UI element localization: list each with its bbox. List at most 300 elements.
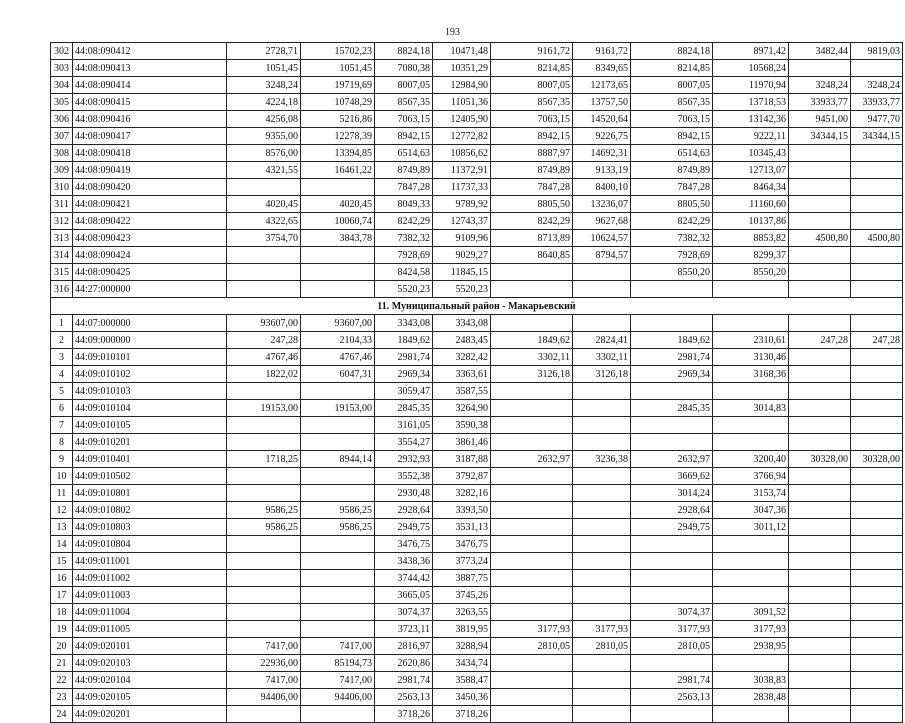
cadastral-code: 44:09:020103 bbox=[73, 655, 227, 672]
cadastral-code: 44:08:090423 bbox=[73, 230, 227, 247]
value-cell: 8713,89 bbox=[491, 230, 573, 247]
value-cell: 3552,38 bbox=[375, 468, 433, 485]
cadastral-code: 44:07:000000 bbox=[73, 315, 227, 332]
value-cell: 8424,58 bbox=[375, 264, 433, 281]
value-cell: 3248,24 bbox=[851, 77, 903, 94]
value-cell: 8749,89 bbox=[375, 162, 433, 179]
value-cell: 13718,53 bbox=[713, 94, 789, 111]
value-cell bbox=[631, 417, 713, 434]
cadastral-code: 44:08:090413 bbox=[73, 60, 227, 77]
table-row bbox=[51, 196, 903, 213]
value-cell bbox=[227, 468, 301, 485]
row-number: 3 bbox=[51, 349, 73, 366]
value-cell: 8576,00 bbox=[227, 145, 301, 162]
value-cell bbox=[789, 315, 851, 332]
value-cell bbox=[789, 502, 851, 519]
row-number: 24 bbox=[51, 706, 73, 723]
value-cell bbox=[301, 621, 375, 638]
value-cell: 30328,00 bbox=[851, 451, 903, 468]
value-cell: 12772,82 bbox=[433, 128, 491, 145]
value-cell: 4020,45 bbox=[227, 196, 301, 213]
value-cell bbox=[713, 383, 789, 400]
value-cell: 8749,89 bbox=[491, 162, 573, 179]
value-cell bbox=[227, 485, 301, 502]
value-cell bbox=[789, 247, 851, 264]
value-cell bbox=[573, 383, 631, 400]
value-cell bbox=[851, 60, 903, 77]
value-cell: 247,28 bbox=[789, 332, 851, 349]
value-cell: 3177,93 bbox=[573, 621, 631, 638]
value-cell: 3014,24 bbox=[631, 485, 713, 502]
value-cell bbox=[789, 570, 851, 587]
value-cell: 4767,46 bbox=[227, 349, 301, 366]
value-cell: 8214,85 bbox=[631, 60, 713, 77]
value-cell bbox=[789, 349, 851, 366]
cadastral-code: 44:08:090418 bbox=[73, 145, 227, 162]
value-cell: 10856,62 bbox=[433, 145, 491, 162]
value-cell bbox=[789, 281, 851, 298]
value-cell: 2928,64 bbox=[631, 502, 713, 519]
value-cell bbox=[301, 417, 375, 434]
value-cell bbox=[713, 553, 789, 570]
value-cell: 7063,15 bbox=[491, 111, 573, 128]
row-number: 22 bbox=[51, 672, 73, 689]
value-cell: 9586,25 bbox=[301, 502, 375, 519]
table-row bbox=[51, 77, 903, 94]
value-cell: 22936,00 bbox=[227, 655, 301, 672]
value-cell bbox=[573, 400, 631, 417]
value-cell: 1849,62 bbox=[491, 332, 573, 349]
value-cell bbox=[631, 706, 713, 723]
value-cell: 7417,00 bbox=[227, 672, 301, 689]
value-cell: 30328,00 bbox=[789, 451, 851, 468]
value-cell bbox=[631, 655, 713, 672]
value-cell bbox=[301, 706, 375, 723]
value-cell: 3773,24 bbox=[433, 553, 491, 570]
value-cell: 2938,95 bbox=[713, 638, 789, 655]
value-cell bbox=[789, 638, 851, 655]
table-row bbox=[51, 655, 903, 672]
value-cell bbox=[851, 383, 903, 400]
value-cell bbox=[713, 417, 789, 434]
value-cell bbox=[851, 485, 903, 502]
value-cell bbox=[301, 485, 375, 502]
value-cell bbox=[713, 315, 789, 332]
value-cell: 3476,75 bbox=[375, 536, 433, 553]
table-row bbox=[51, 519, 903, 536]
value-cell: 3531,13 bbox=[433, 519, 491, 536]
value-cell: 10351,29 bbox=[433, 60, 491, 77]
value-cell bbox=[851, 604, 903, 621]
value-cell: 2816,97 bbox=[375, 638, 433, 655]
value-cell bbox=[789, 706, 851, 723]
value-cell bbox=[851, 417, 903, 434]
value-cell: 7382,32 bbox=[375, 230, 433, 247]
cadastral-code: 44:08:090415 bbox=[73, 94, 227, 111]
value-cell bbox=[789, 536, 851, 553]
table-row bbox=[51, 366, 903, 383]
cadastral-code: 44:09:010201 bbox=[73, 434, 227, 451]
value-cell: 8567,35 bbox=[631, 94, 713, 111]
table-row bbox=[51, 672, 903, 689]
cadastral-code: 44:09:010502 bbox=[73, 468, 227, 485]
value-cell bbox=[631, 383, 713, 400]
value-cell bbox=[631, 315, 713, 332]
cadastral-code: 44:09:020105 bbox=[73, 689, 227, 706]
value-cell: 1718,25 bbox=[227, 451, 301, 468]
row-number: 14 bbox=[51, 536, 73, 553]
value-cell: 8567,35 bbox=[375, 94, 433, 111]
value-cell: 8242,29 bbox=[631, 213, 713, 230]
value-cell: 10568,24 bbox=[713, 60, 789, 77]
value-cell bbox=[491, 281, 573, 298]
table-row bbox=[51, 128, 903, 145]
value-cell bbox=[227, 417, 301, 434]
row-number: 314 bbox=[51, 247, 73, 264]
value-cell bbox=[491, 706, 573, 723]
row-number: 1 bbox=[51, 315, 73, 332]
value-cell: 8007,05 bbox=[375, 77, 433, 94]
value-cell bbox=[491, 400, 573, 417]
cadastral-code: 44:08:090425 bbox=[73, 264, 227, 281]
value-cell: 11845,15 bbox=[433, 264, 491, 281]
table-row bbox=[51, 587, 903, 604]
value-cell: 2949,75 bbox=[375, 519, 433, 536]
value-cell: 3248,24 bbox=[227, 77, 301, 94]
value-cell: 8567,35 bbox=[491, 94, 573, 111]
value-cell bbox=[789, 553, 851, 570]
row-number: 316 bbox=[51, 281, 73, 298]
value-cell: 3161,05 bbox=[375, 417, 433, 434]
value-cell: 1822,02 bbox=[227, 366, 301, 383]
value-cell: 94406,00 bbox=[301, 689, 375, 706]
value-cell bbox=[573, 655, 631, 672]
table-row bbox=[51, 400, 903, 417]
value-cell bbox=[789, 485, 851, 502]
value-cell bbox=[789, 655, 851, 672]
value-cell bbox=[491, 570, 573, 587]
value-cell: 13394,85 bbox=[301, 145, 375, 162]
table-row bbox=[51, 451, 903, 468]
value-cell bbox=[713, 536, 789, 553]
value-cell bbox=[789, 621, 851, 638]
value-cell bbox=[573, 553, 631, 570]
value-cell: 3302,11 bbox=[573, 349, 631, 366]
value-cell: 12405,90 bbox=[433, 111, 491, 128]
table-row bbox=[51, 60, 903, 77]
row-number: 21 bbox=[51, 655, 73, 672]
value-cell bbox=[631, 587, 713, 604]
value-cell bbox=[631, 570, 713, 587]
value-cell bbox=[851, 349, 903, 366]
value-cell: 8299,37 bbox=[713, 247, 789, 264]
value-cell: 8242,29 bbox=[491, 213, 573, 230]
table-row bbox=[51, 247, 903, 264]
value-cell bbox=[491, 264, 573, 281]
value-cell: 7847,28 bbox=[491, 179, 573, 196]
value-cell: 9355,00 bbox=[227, 128, 301, 145]
value-cell: 93607,00 bbox=[301, 315, 375, 332]
value-cell: 34344,15 bbox=[851, 128, 903, 145]
value-cell bbox=[713, 587, 789, 604]
value-cell: 6047,31 bbox=[301, 366, 375, 383]
value-cell: 8400,10 bbox=[573, 179, 631, 196]
table-row bbox=[51, 570, 903, 587]
value-cell bbox=[301, 570, 375, 587]
value-cell: 2810,05 bbox=[631, 638, 713, 655]
value-cell bbox=[491, 689, 573, 706]
value-cell: 9586,25 bbox=[227, 502, 301, 519]
value-cell: 8550,20 bbox=[631, 264, 713, 281]
value-cell: 1051,45 bbox=[227, 60, 301, 77]
value-cell: 3343,08 bbox=[433, 315, 491, 332]
cadastral-code: 44:09:010802 bbox=[73, 502, 227, 519]
table-row bbox=[51, 536, 903, 553]
value-cell: 9789,92 bbox=[433, 196, 491, 213]
value-cell: 12173,65 bbox=[573, 77, 631, 94]
value-cell: 9586,25 bbox=[227, 519, 301, 536]
value-cell: 3248,24 bbox=[789, 77, 851, 94]
row-number: 17 bbox=[51, 587, 73, 604]
value-cell: 3288,94 bbox=[433, 638, 491, 655]
value-cell bbox=[491, 383, 573, 400]
table-row bbox=[51, 43, 903, 60]
value-cell: 3091,52 bbox=[713, 604, 789, 621]
value-cell: 33933,77 bbox=[789, 94, 851, 111]
table-row bbox=[51, 145, 903, 162]
value-cell: 8944,14 bbox=[301, 451, 375, 468]
value-cell: 2981,74 bbox=[631, 672, 713, 689]
value-cell: 5216,86 bbox=[301, 111, 375, 128]
value-cell: 9226,75 bbox=[573, 128, 631, 145]
value-cell: 2928,64 bbox=[375, 502, 433, 519]
cadastral-code: 44:09:010104 bbox=[73, 400, 227, 417]
row-number: 11 bbox=[51, 485, 73, 502]
value-cell: 3843,78 bbox=[301, 230, 375, 247]
cadastral-code: 44:09:010101 bbox=[73, 349, 227, 366]
cadastral-code: 44:09:011004 bbox=[73, 604, 227, 621]
value-cell: 8550,20 bbox=[713, 264, 789, 281]
cadastral-code: 44:09:020201 bbox=[73, 706, 227, 723]
value-cell bbox=[851, 536, 903, 553]
value-cell bbox=[851, 519, 903, 536]
cadastral-code: 44:08:090416 bbox=[73, 111, 227, 128]
table-row bbox=[51, 162, 903, 179]
value-cell bbox=[301, 553, 375, 570]
table-row bbox=[51, 417, 903, 434]
cadastral-code: 44:09:010804 bbox=[73, 536, 227, 553]
value-cell bbox=[713, 570, 789, 587]
cadastral-code: 44:09:010401 bbox=[73, 451, 227, 468]
value-cell: 10748,29 bbox=[301, 94, 375, 111]
value-cell bbox=[851, 162, 903, 179]
value-cell bbox=[789, 179, 851, 196]
value-cell bbox=[851, 706, 903, 723]
value-cell: 3718,26 bbox=[375, 706, 433, 723]
value-cell: 8824,18 bbox=[631, 43, 713, 60]
value-cell: 3038,83 bbox=[713, 672, 789, 689]
value-cell: 2563,13 bbox=[375, 689, 433, 706]
value-cell: 8007,05 bbox=[491, 77, 573, 94]
value-cell bbox=[789, 145, 851, 162]
value-cell: 1849,62 bbox=[631, 332, 713, 349]
value-cell: 3200,40 bbox=[713, 451, 789, 468]
value-cell bbox=[227, 179, 301, 196]
value-cell bbox=[851, 672, 903, 689]
cadastral-code: 44:09:020104 bbox=[73, 672, 227, 689]
value-cell: 11970,94 bbox=[713, 77, 789, 94]
value-cell bbox=[573, 485, 631, 502]
table-row bbox=[51, 94, 903, 111]
value-cell: 11160,60 bbox=[713, 196, 789, 213]
value-cell: 9161,72 bbox=[491, 43, 573, 60]
value-cell: 3059,47 bbox=[375, 383, 433, 400]
value-cell bbox=[301, 179, 375, 196]
value-cell bbox=[301, 383, 375, 400]
value-cell bbox=[713, 281, 789, 298]
value-cell: 93607,00 bbox=[227, 315, 301, 332]
value-cell: 4767,46 bbox=[301, 349, 375, 366]
page-number: 193 bbox=[445, 27, 460, 38]
value-cell: 14520,64 bbox=[573, 111, 631, 128]
value-cell bbox=[851, 434, 903, 451]
value-cell: 3343,08 bbox=[375, 315, 433, 332]
value-cell bbox=[573, 417, 631, 434]
row-number: 13 bbox=[51, 519, 73, 536]
cadastral-code: 44:09:010801 bbox=[73, 485, 227, 502]
cadastral-code: 44:08:090412 bbox=[73, 43, 227, 60]
table-row bbox=[51, 349, 903, 366]
cadastral-code: 44:09:000000 bbox=[73, 332, 227, 349]
row-number: 303 bbox=[51, 60, 73, 77]
value-cell: 8887,97 bbox=[491, 145, 573, 162]
table-row bbox=[51, 264, 903, 281]
value-cell bbox=[573, 315, 631, 332]
value-cell bbox=[851, 315, 903, 332]
value-cell: 2981,74 bbox=[631, 349, 713, 366]
value-cell: 4500,80 bbox=[789, 230, 851, 247]
value-cell: 3074,37 bbox=[631, 604, 713, 621]
table-row bbox=[51, 434, 903, 451]
value-cell: 2810,05 bbox=[573, 638, 631, 655]
row-number: 20 bbox=[51, 638, 73, 655]
table-row bbox=[51, 230, 903, 247]
value-cell bbox=[491, 553, 573, 570]
value-cell: 2981,74 bbox=[375, 349, 433, 366]
table-row bbox=[51, 213, 903, 230]
value-cell: 3590,38 bbox=[433, 417, 491, 434]
value-cell bbox=[851, 179, 903, 196]
value-cell bbox=[631, 553, 713, 570]
value-cell: 3282,42 bbox=[433, 349, 491, 366]
value-cell: 2845,35 bbox=[375, 400, 433, 417]
cadastral-code: 44:08:090421 bbox=[73, 196, 227, 213]
value-cell: 4500,80 bbox=[851, 230, 903, 247]
value-cell: 3393,50 bbox=[433, 502, 491, 519]
cadastral-value-table bbox=[50, 42, 903, 723]
value-cell: 8853,82 bbox=[713, 230, 789, 247]
value-cell: 15702,23 bbox=[301, 43, 375, 60]
value-cell: 11737,33 bbox=[433, 179, 491, 196]
table-row bbox=[51, 553, 903, 570]
value-cell: 8942,15 bbox=[631, 128, 713, 145]
value-cell: 3014,83 bbox=[713, 400, 789, 417]
value-cell: 3669,62 bbox=[631, 468, 713, 485]
value-cell: 9222,11 bbox=[713, 128, 789, 145]
row-number: 16 bbox=[51, 570, 73, 587]
value-cell bbox=[631, 281, 713, 298]
cadastral-code: 44:09:010803 bbox=[73, 519, 227, 536]
value-cell: 2632,97 bbox=[491, 451, 573, 468]
value-cell: 6514,63 bbox=[375, 145, 433, 162]
table-row bbox=[51, 111, 903, 128]
value-cell bbox=[227, 570, 301, 587]
value-cell bbox=[227, 247, 301, 264]
table-row bbox=[51, 179, 903, 196]
value-cell: 247,28 bbox=[851, 332, 903, 349]
value-cell bbox=[789, 400, 851, 417]
value-cell: 3819,95 bbox=[433, 621, 491, 638]
value-cell: 7928,69 bbox=[375, 247, 433, 264]
value-cell: 3434,74 bbox=[433, 655, 491, 672]
value-cell: 3861,46 bbox=[433, 434, 491, 451]
value-cell bbox=[573, 519, 631, 536]
value-cell bbox=[227, 553, 301, 570]
value-cell: 3153,74 bbox=[713, 485, 789, 502]
value-cell: 3745,26 bbox=[433, 587, 491, 604]
value-cell bbox=[789, 689, 851, 706]
table-body-after bbox=[51, 315, 903, 723]
value-cell bbox=[789, 417, 851, 434]
value-cell bbox=[789, 468, 851, 485]
value-cell bbox=[851, 366, 903, 383]
value-cell: 13142,36 bbox=[713, 111, 789, 128]
row-number: 6 bbox=[51, 400, 73, 417]
value-cell: 3438,36 bbox=[375, 553, 433, 570]
value-cell: 8824,18 bbox=[375, 43, 433, 60]
value-cell: 12984,90 bbox=[433, 77, 491, 94]
value-cell: 3236,38 bbox=[573, 451, 631, 468]
value-cell: 7928,69 bbox=[631, 247, 713, 264]
cadastral-code: 44:27:000000 bbox=[73, 281, 227, 298]
value-cell: 3554,27 bbox=[375, 434, 433, 451]
value-cell: 3011,12 bbox=[713, 519, 789, 536]
value-cell: 2930,48 bbox=[375, 485, 433, 502]
value-cell: 11372,91 bbox=[433, 162, 491, 179]
value-cell bbox=[301, 281, 375, 298]
value-cell: 4321,55 bbox=[227, 162, 301, 179]
row-number: 309 bbox=[51, 162, 73, 179]
value-cell: 2620,86 bbox=[375, 655, 433, 672]
value-cell: 3264,90 bbox=[433, 400, 491, 417]
value-cell bbox=[851, 400, 903, 417]
value-cell bbox=[301, 434, 375, 451]
value-cell: 2949,75 bbox=[631, 519, 713, 536]
value-cell: 3177,93 bbox=[631, 621, 713, 638]
value-cell: 9586,25 bbox=[301, 519, 375, 536]
value-cell bbox=[789, 434, 851, 451]
value-cell: 4256,08 bbox=[227, 111, 301, 128]
row-number: 305 bbox=[51, 94, 73, 111]
value-cell: 10471,48 bbox=[433, 43, 491, 60]
value-cell: 3482,44 bbox=[789, 43, 851, 60]
table-row bbox=[51, 604, 903, 621]
value-cell: 16461,22 bbox=[301, 162, 375, 179]
row-number: 313 bbox=[51, 230, 73, 247]
value-cell: 7063,15 bbox=[375, 111, 433, 128]
row-number: 8 bbox=[51, 434, 73, 451]
value-cell: 3588,47 bbox=[433, 672, 491, 689]
